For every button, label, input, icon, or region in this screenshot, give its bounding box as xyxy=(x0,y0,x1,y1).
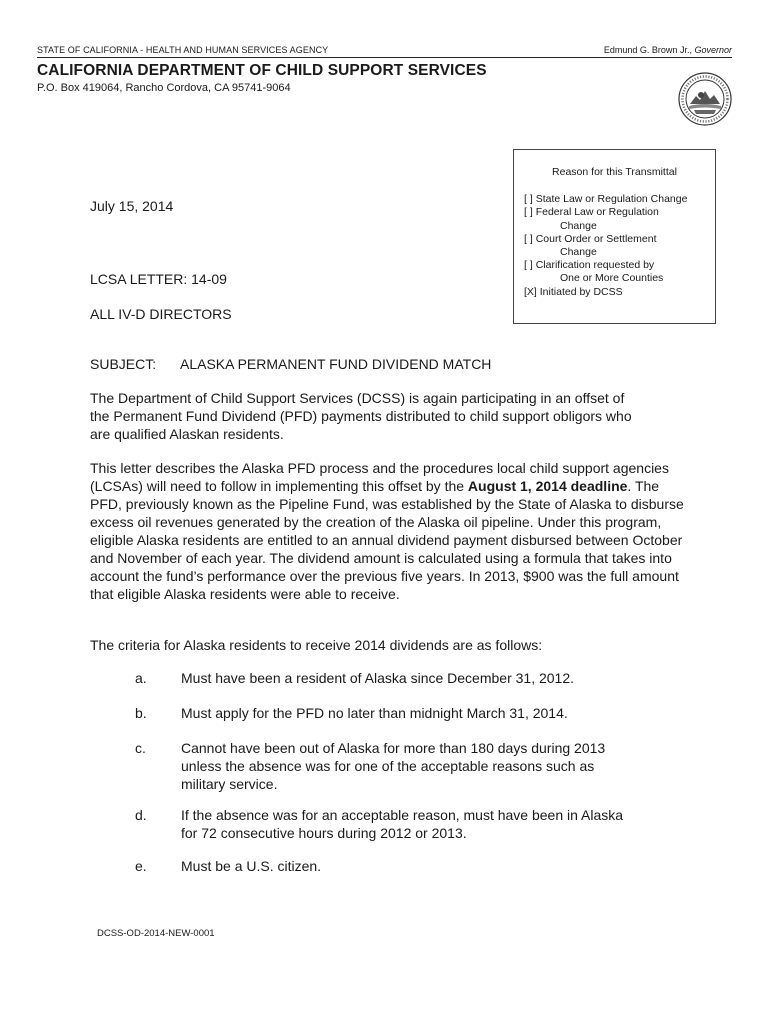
criteria-letter: c. xyxy=(135,740,146,756)
option-label: Clarification requested by xyxy=(535,259,655,272)
transmittal-title: Reason for this Transmittal xyxy=(552,166,677,178)
criteria-letter: b. xyxy=(135,705,147,721)
transmittal-box xyxy=(513,149,716,324)
paragraph-process xyxy=(90,459,690,603)
criteria-text xyxy=(181,669,681,687)
criteria-line: Must apply for the PFD no later than midnight March 31, 2014. xyxy=(181,705,568,721)
option-checkbox: [X] xyxy=(524,285,537,298)
governor-name: Edmund G. Brown Jr., xyxy=(603,45,692,55)
option-label-continued: Change xyxy=(560,246,597,259)
criteria-letter: a. xyxy=(135,670,147,686)
letter-number: LCSA LETTER: 14-09 xyxy=(90,271,227,287)
criteria-text xyxy=(181,739,681,793)
letter-recipients: ALL IV-D DIRECTORS xyxy=(90,306,232,322)
criteria-line: Must have been a resident of Alaska since December 31, 2012. xyxy=(181,670,575,686)
criteria-line: unless the absence was for one of the acceptable reasons such as xyxy=(181,758,595,774)
state-seal-icon xyxy=(678,72,732,126)
criteria-line: military service. xyxy=(181,776,278,792)
option-label: Initiated by DCSS xyxy=(539,285,623,298)
letter-date: July 15, 2014 xyxy=(90,198,174,214)
governor-title: Governor xyxy=(694,45,732,55)
transmittal-option xyxy=(514,233,715,259)
option-label: State Law or Regulation Change xyxy=(535,193,688,206)
option-checkbox: [ ] xyxy=(524,232,533,245)
paragraph-criteria-intro: The criteria for Alaska residents to receive 2014 dividends are as follows: xyxy=(90,637,543,653)
option-label-continued: Change xyxy=(560,219,597,232)
transmittal-option xyxy=(514,259,715,285)
subject-text: ALASKA PERMANENT FUND DIVIDEND MATCH xyxy=(180,356,492,372)
criteria-line: Cannot have been out of Alaska for more than 180 days during 2013 xyxy=(181,740,606,756)
option-label-continued: One or More Counties xyxy=(560,272,664,285)
criteria-letter: d. xyxy=(135,807,147,823)
paragraph-intro xyxy=(90,389,690,443)
paragraph-line: are qualified Alaskan residents. xyxy=(90,426,284,442)
paragraph-line: the Permanent Fund Dividend (PFD) payments distributed to child support obligors who xyxy=(90,408,632,424)
header-rule xyxy=(37,57,732,58)
option-checkbox: [ ] xyxy=(524,193,533,206)
department-title: CALIFORNIA DEPARTMENT OF CHILD SUPPORT SERVICES xyxy=(37,62,487,79)
subject-label: SUBJECT: xyxy=(90,356,157,372)
agency-header: STATE OF CALIFORNIA - HEALTH AND HUMAN SERVICES AGENCY xyxy=(37,45,329,55)
paragraph-text: . The PFD, previously known as the Pipeline Fund, was established by the State of Alaska to disburse excess oil revenues generated by the creation of the Alaska oil pipeline. Under this program, eligible Alaska residents are entitled to an annual dividend payment disbursed between October and November of each year. The dividend amount is calculated using a formula that takes into account the fund’s performance over the previous five years. In 2013, $900 was the full amount that eligible Alaska residents were able to receive. xyxy=(90,478,684,602)
department-address: P.O. Box 419064, Rancho Cordova, CA 95741-9064 xyxy=(37,82,291,94)
criteria-line: If the absence was for an acceptable reason, must have been in Alaska xyxy=(181,807,624,823)
option-label: Court Order or Settlement xyxy=(535,232,657,245)
paragraph-text: This letter describes the Alaska PFD process and the procedures local child support agencies (LCSAs) will need to follow in implementing this offset by the xyxy=(90,460,669,494)
letter-subject xyxy=(90,356,491,372)
transmittal-options xyxy=(514,193,715,299)
option-checkbox: [ ] xyxy=(524,259,533,272)
option-checkbox: [ ] xyxy=(524,206,533,219)
criteria-text xyxy=(181,704,681,722)
governor-line xyxy=(604,45,732,55)
transmittal-option xyxy=(514,193,715,206)
deadline-text: August 1, 2014 deadline xyxy=(467,478,628,494)
transmittal-option xyxy=(514,286,715,299)
criteria-line: for 72 consecutive hours during 2012 or 2013. xyxy=(181,825,467,841)
criteria-line: Must be a U.S. citizen. xyxy=(181,858,322,874)
paragraph-line: The Department of Child Support Services (DCSS) is again participating in an offset of xyxy=(90,390,625,406)
criteria-text xyxy=(181,806,681,842)
criteria-text xyxy=(181,857,681,875)
document-code: DCSS-OD-2014-NEW-0001 xyxy=(97,928,215,939)
transmittal-option xyxy=(514,206,715,232)
criteria-letter: e. xyxy=(135,858,147,874)
option-label: Federal Law or Regulation xyxy=(535,206,659,219)
